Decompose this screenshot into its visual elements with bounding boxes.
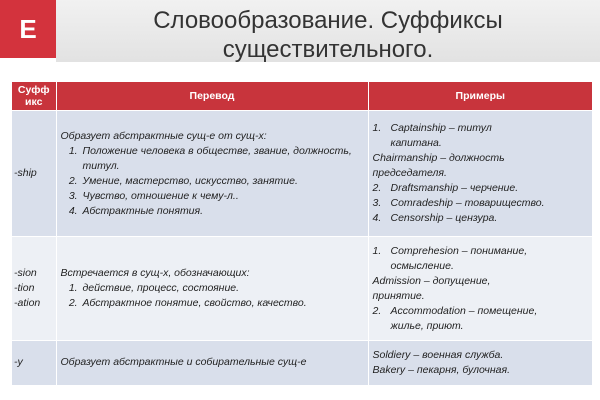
list-item: 1. действие, процесс, состояние. (81, 281, 364, 296)
example-item (373, 274, 589, 289)
list-item: 4. Абстрактные понятия. (81, 204, 364, 219)
translation-list (61, 144, 364, 219)
table-row (12, 111, 592, 237)
section-badge: E (0, 0, 56, 58)
example-continuation: капитана. (390, 137, 442, 149)
table-header-row (12, 82, 592, 111)
example-number: 3. (372, 197, 382, 209)
translation-intro: Образует абстрактные сущ-е от сущ-х: (60, 129, 267, 142)
table-row (12, 237, 592, 341)
example-item (373, 196, 589, 211)
list-item: 3. Чувство, отношение к чему-л.. (81, 189, 364, 204)
example-text: Admission – допущение, (372, 274, 491, 287)
example-continuation: принятие. (372, 289, 425, 302)
example-item (373, 211, 589, 226)
header-examples: Примеры (368, 82, 592, 111)
example-text: Accommodation – помещение, (390, 304, 538, 317)
example-item (373, 181, 589, 196)
example-number: 1. (372, 122, 382, 134)
example-text: Comradeship – товарищество. (390, 197, 545, 209)
translation-intro: Образует абстрактные и собирательные сущ-е (60, 356, 307, 369)
example-text: Soldiery – военная служба. (372, 348, 504, 361)
example-text: Comprehesion – понимание, (390, 244, 528, 257)
list-item: 1. Положение человека в обществе, звание, должность, титул. (81, 144, 364, 174)
suffix-cell: -sion -tion -ation (12, 237, 56, 341)
example-continuation: жилье, приют. (390, 319, 464, 332)
example-item (373, 151, 589, 166)
example-text: Captainship – титул (390, 122, 492, 134)
example-text: Bakery – пекарня, булочная. (372, 363, 511, 376)
example-number: 1. (372, 244, 382, 257)
suffix-cell: -ship (12, 111, 56, 237)
example-text: Chairmanship – должность (372, 152, 505, 164)
translation-intro: Встречается в сущ-х, обозначающих: (60, 267, 250, 279)
example-text: Draftsmanship – черчение. (390, 182, 519, 194)
example-number: 4. (372, 212, 382, 224)
list-item: 2. Умение, мастерство, искусство, занятие. (81, 174, 364, 189)
examples-cell (368, 111, 592, 237)
translation-cell (56, 111, 368, 237)
suffix-table (12, 82, 592, 385)
example-number: 2. (372, 182, 382, 194)
example-text: Censorship – цензура. (390, 212, 498, 224)
table-row (12, 341, 592, 385)
list-item: 2. Абстрактное понятие, свойство, качество. (81, 296, 364, 311)
suffix-cell: -y (12, 341, 56, 385)
example-item (373, 363, 589, 378)
example-continuation: осмысление. (390, 259, 454, 272)
translation-list (61, 281, 364, 311)
header-suffix: Суфф икс (12, 82, 56, 111)
translation-cell (56, 237, 368, 341)
example-item (373, 304, 589, 319)
example-item (373, 348, 589, 363)
examples-cell (368, 237, 592, 341)
header-translation: Перевод (56, 82, 368, 111)
example-item (373, 244, 589, 259)
page-title: Словообразование. Суффиксы существительного. (153, 7, 503, 63)
example-number: 2. (372, 304, 382, 317)
translation-cell (56, 341, 368, 385)
examples-cell (368, 341, 592, 385)
example-continuation: председателя. (372, 167, 447, 179)
example-item (373, 121, 589, 136)
